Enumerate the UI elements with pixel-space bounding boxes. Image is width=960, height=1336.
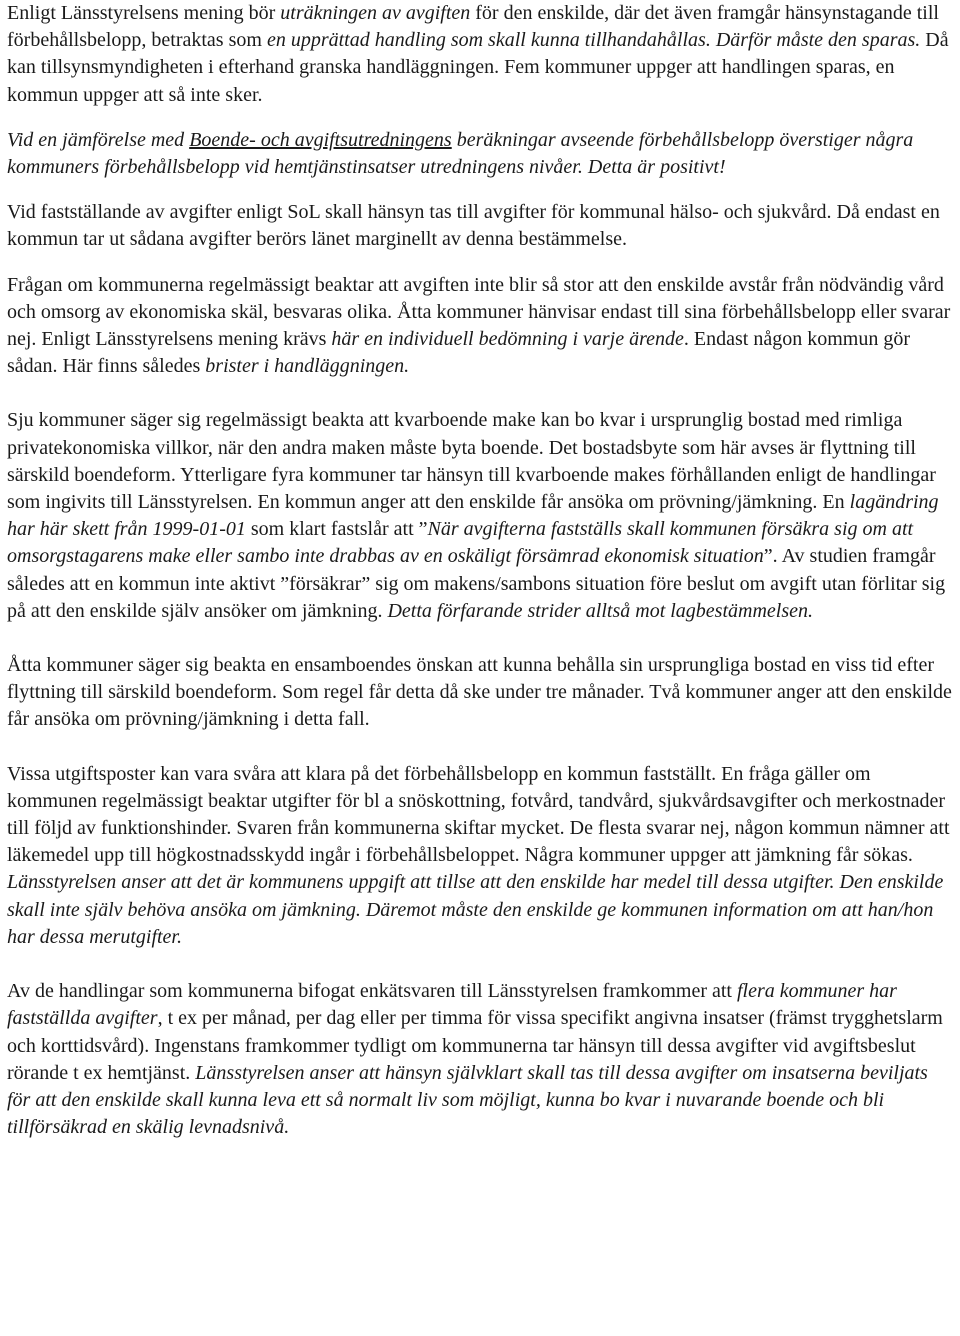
text-run: för den enskilde, där det även framgår hänsynstagande till förbehållsbelopp, betraktas som <box>7 2 939 52</box>
text-run: Vissa utgiftsposter kan vara svåra att klara på det förbehållsbelopp en kommun fastställt. En fråga gäller om kommunen regelmässigt beaktar utgifter för bl a snöskottning, fotvård, tandvård, sjukvårdsavgifter och merkostnader till följd av funktionshinder. Svaren från kommunerna skiftar mycket. De flesta svarar nej, någon kommun nämner att läkemedel upp till högkostnadsskydd ingår i förbehållsbeloppet. Några kommuner uppger att jämkning får sökas. <box>7 762 950 867</box>
text-run: lagändring har här skett från 1999-01-01 <box>7 491 939 541</box>
text-run: Sju kommuner säger sig regelmässigt beakta att kvarboende make kan bo kvar i ursprunglig bostad med rimliga privatekonomiska villkor, när den andra maken måste byta boende. Det bostadsbyte som här avses är flyttning till särskild boendeform. Ytterligare fyra kommuner tar hänsyn till kvarboende makes förhållanden enligt de handlingar som ingivits till Länsstyrelsen. En kommun anger att den enskilde får ansöka om prövning/jämkning. En <box>7 409 936 514</box>
text-run: beräkningar avseende förbehållsbelopp överstiger några kommuners förbehållsbelopp vid hemtjänstinsatser utredningens nivåer. Detta är positivt! <box>7 128 914 179</box>
text-run: Länsstyrelsen anser att det är kommunens uppgift att tillse att den enskilde har medel till dessa utgifter. Den enskilde skall inte själv behöva ansöka om jämkning. Däremot måste den enskilde ge kommunen information om att han/hon har dessa merutgifter. <box>7 871 944 948</box>
document-page <box>7 0 955 1168</box>
text-run: , t ex per månad, per dag eller per timma för vissa specifikt angivna insatser (främst trygghetslarm och korttidsvård). Ingenstans framkommer tydligt om kommunerna tar hänsyn till dessa avgifter vid avgiftsbeslut rörande t ex hemtjänst. <box>7 1007 943 1084</box>
text-run: Vid en jämförelse med <box>7 128 190 151</box>
paragraph-3 <box>7 199 955 253</box>
paragraph-7 <box>7 761 955 951</box>
text-run: . Endast någon kommun gör sådan. Här finns således <box>7 328 911 378</box>
text-run: ”. Av studien framgår således att en kommun inte aktivt ”försäkrar” sig om makens/sambons situation före beslut om avgift utan förlitar sig på att den enskilde själv ansöker om jämkning. <box>7 545 946 622</box>
text-run: här en individuell bedömning i varje ärende <box>331 328 684 351</box>
text-run: som klart fastslår att ” <box>245 518 428 541</box>
paragraph-8 <box>7 978 955 1141</box>
paragraph-5 <box>7 407 955 625</box>
text-run: uträkningen av avgiften <box>280 2 471 24</box>
text-run: Då kan tillsynsmyndigheten i efterhand granska handläggningen. Fem kommuner uppger att handlingen sparas, en kommun uppger att så inte sker. <box>7 29 949 106</box>
text-run: Enligt Länsstyrelsens mening bör <box>7 2 281 24</box>
text-run: Länsstyrelsen anser att hänsyn självklart skall tas till dessa avgifter om insatserna beviljats för att den enskilde skall kunna leva ett så normalt liv som möjligt, kunna bo kvar i nuvarande boende och bli tillförsäkrad en skälig levnadsnivå. <box>7 1061 928 1139</box>
text-run: Åtta kommuner säger sig beakta en ensamboendes önskan att kunna behålla sin ursprungliga bostad en viss tid efter flyttning till särskild boendeform. Som regel får detta då ske under tre månader. Två kommuner anger att den enskilde får ansöka om prövning/jämkning i detta fall. <box>7 654 952 731</box>
paragraph-4 <box>7 272 955 381</box>
paragraph-6 <box>7 652 955 734</box>
text-run: flera kommuner har fastställda avgifter <box>7 980 897 1030</box>
text-run: brister i handläggningen. <box>205 355 410 378</box>
text-run: Detta förfarande strider alltså mot lagbestämmelsen. <box>387 599 814 622</box>
text-run: Vid fastställande av avgifter enligt SoL skall hänsyn tas till avgifter för kommunal hälso- och sjukvård. Då endast en kommun tar ut sådana avgifter berörs länet marginellt av denna bestämmelse. <box>7 201 940 251</box>
paragraph-2 <box>7 127 955 181</box>
text-run: Frågan om kommunerna regelmässigt beaktar att avgiften inte blir så stor att den enskilde avstår från nödvändig vård och omsorg av ekonomiska skäl, besvaras olika. Åtta kommuner hänvisar endast till sina förbehållsbelopp eller svarar nej. Enligt Länsstyrelsens mening krävs <box>7 273 951 351</box>
paragraph-1 <box>7 0 955 109</box>
text-run: Av de handlingar som kommunerna bifogat enkätsvaren till Länsstyrelsen framkommer att <box>7 980 737 1003</box>
text-run: en upprättad handling som skall kunna tillhandahållas. Därför måste den sparas. <box>266 29 921 52</box>
text-run: När avgifterna fastställs skall kommunen försäkra sig om att omsorgstagarens make eller sambo inte drabbas av en oskäligt försämrad ekonomisk situation <box>7 518 914 568</box>
text-run: Boende- och avgiftsutredningens <box>189 128 452 151</box>
